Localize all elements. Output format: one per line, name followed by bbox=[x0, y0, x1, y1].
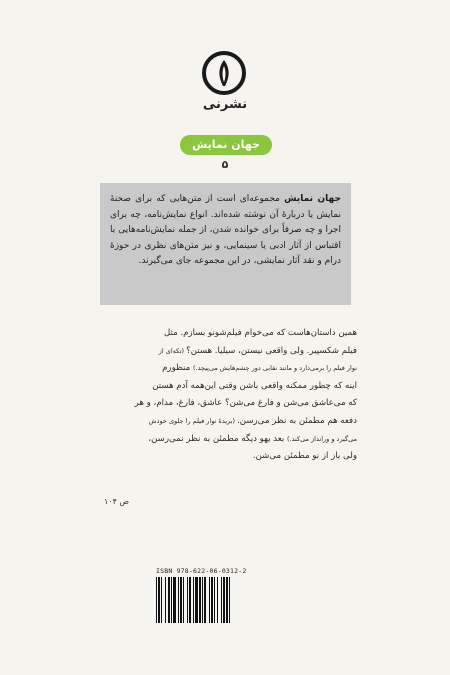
isbn-label: ISBN 978-622-06-0312-2 bbox=[156, 567, 247, 575]
quote-line: همین داستان‌هاست که می‌خوام فیلم‌شونو بسازم. مثل bbox=[164, 328, 357, 338]
series-description-box bbox=[100, 183, 351, 305]
quote-line: می‌گیرد و ورانداز می‌کند.) بعد یهو دیگه مطمئن به نظر نمی‌رسن، bbox=[148, 433, 357, 444]
publisher-logo-icon bbox=[201, 50, 247, 96]
series-title-badge: جهان نمایش bbox=[180, 135, 272, 155]
page-reference: ص ۱۰۴ bbox=[104, 497, 130, 506]
quote-line: ولی باز از نو مطمئن می‌شن. bbox=[252, 451, 357, 462]
publisher-name: نشرنی bbox=[202, 97, 248, 112]
description-lead: جهان نمایش bbox=[284, 194, 341, 204]
series-number: ۵ bbox=[221, 158, 229, 171]
barcode-bars-icon bbox=[156, 577, 294, 623]
excerpt-quote bbox=[97, 325, 357, 515]
quote-line: فیلم شکسپیر. ولی واقعی نیستن، سیلیا. هستن؟ (تکه‌ای از bbox=[158, 345, 357, 356]
description-text: مجموعه‌ای است از متن‌هایی که برای صحنهٔ نمایش یا دربارهٔ آن نوشته شده‌اند. انواع نمایش‌نامه، چه برای اجرا و چه صرفاً برای خوانده شدن، از جمله نمایش‌نامه‌هایی با اقتباس از آثار ادبی یا سینمایی، و نیز متن‌های نظری در حوزهٔ درام و نقد آثار نمایشی، در این مجموعه جای می‌گیرند. bbox=[110, 194, 341, 266]
quote-line: اینه که چطور ممکنه واقعی باشن وقتی این‌همه آدم هستن bbox=[152, 380, 357, 391]
barcode bbox=[156, 567, 294, 629]
quote-line: نوار فیلم را برمی‌دارد و مانند نقابی دور چشم‌هایش می‌پیچد.) منظورم bbox=[162, 363, 357, 374]
quote-line: که می‌عاشق می‌شن و فارغ می‌شن؟ عاشق، فارغ، مدام، و هر bbox=[134, 398, 357, 409]
quote-line: دفعه هم مطمئن به نظر می‌رسن. (بریدهٔ نوار فیلم را جلوی خودش bbox=[148, 415, 357, 426]
